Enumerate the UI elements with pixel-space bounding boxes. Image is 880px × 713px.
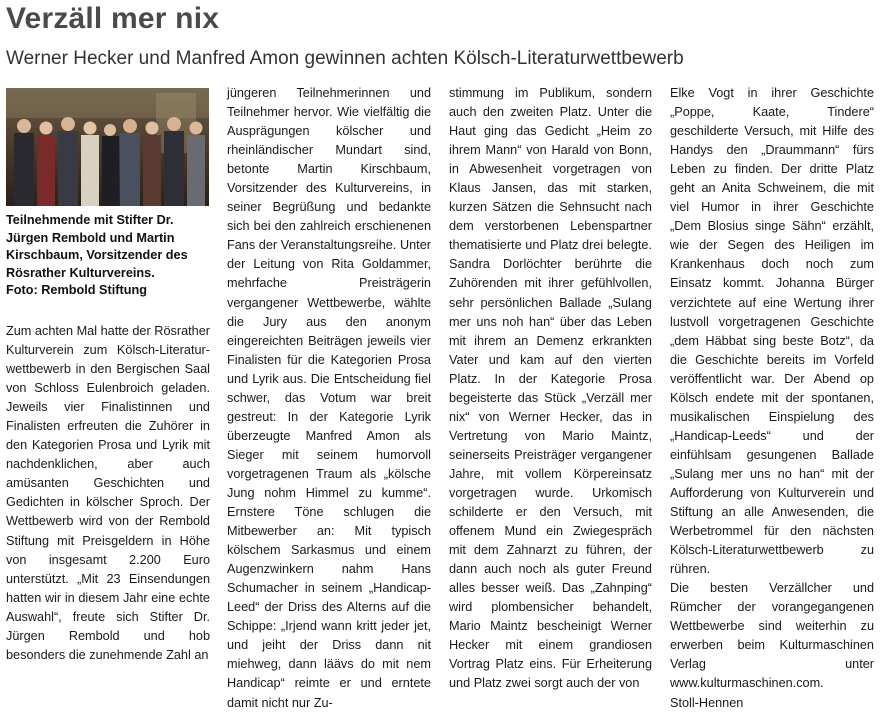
photo-caption: [6, 212, 210, 300]
article-author: Stoll-Hennen: [670, 695, 744, 710]
photo-credit: Foto: Rembold Stiftung: [6, 283, 147, 297]
article-paragraph: jüngeren Teilnehmerinnen und Teilnehmer hervor. Wie vielfältig die Ausprägungen kölscher und rheinländischer Mundart sind, betonte Martin Kirschbaum, Vorsitzender des Kulturvereins, in seiner Begrüßung und bedankte sich bei den zahlreich erschienenen Fans der Veranstaltungsreihe. Unter der Leitung von Rita Goldammer, mehrfache Preisträgerin vergangener Wettbewerbe, wählte die Jury aus den anonym eingereichten Beiträgen jeweils vier Finalisten für die Kategorien Prosa und Lyrik aus. Die Entscheidung fiel schwer, das Votum war breit gestreut: In der Kategorie Lyrik überzeugte Manfred Amon als Sieger mit seinem humorvoll vorgetragenen Traum als „kölsche Jung nohm Himmel zu kumme“. Ernstere Töne schlugen die Mitbewerber an: Mit typisch kölschem Sarkasmus und einem Augenzwinkern nahm Hans Schumacher in seinem „Handicap-Leed“ der Driss des Alterns auf die Schippe: „Irjend wann kritt jeder jet, und jeiht der Driss dann nit miehweg, dann läävs do mit nem Handicap“ reimte er und erntete damit nicht nur Zu-: [227, 86, 431, 710]
subheadline: Werner Hecker und Manfred Amon gewinnen achten Kölsch-Literaturwettbewerb: [6, 48, 684, 69]
article-paragraph: Elke Vogt in ihrer Geschichte „Poppe, Kaate, Tindere“ geschilderte Versuch, mit Hilfe des Handys den „Draummann“ fürs Leben zu finden. Der dritte Platz geht an Anita Schweinem, die mit viel Humor in ihrer Geschichte „Dem Blosius singe Sähn“ erzählt, wie der Segen des Heiligen im Krankenhaus doch noch zum Einsatz kommt. Johanna Bürger verzichtete auf eine Wertung ihrer lustvoll vorgetragenen Geschichte „dem Häbbat sing beste Botz“, da die Geschichte bereits im Vorfeld veröffentlicht war. Der Abend op Kölsch endete mit der spontanen, musikalischen Einspielung des „Handicap-Leeds“ und der einfühlsam gesungenen Ballade „Sulang mer uns no han“ mit der Aufforderung von Kulturverein und Stiftung an alle Anwesenden, die Werbetrommel für den nächsten Kölsch-Literaturwettbewerb zu rühren.: [670, 86, 874, 577]
article-column-4: [670, 84, 874, 713]
photo-caption-text: Teilnehmende mit Stifter Dr. Jürgen Rembold und Martin Kirschbaum, Vorsitzender des Rösrather Kulturvereins.: [6, 213, 188, 280]
article-column-3: [449, 84, 652, 694]
article-column-2: [227, 84, 431, 713]
headline: Verzäll mer nix: [6, 2, 220, 35]
article-paragraph: Die besten Verzällcher und Rümcher der vorangegangenen Wettbewerbe sind weiterhin zu erwerben beim Kulturmaschinen Verlag unter www.kulturmaschinen.com.: [670, 581, 874, 691]
article-paragraph: stimmung im Publikum, sondern auch den zweiten Platz. Unter die Haut ging das Gedicht „Heim zo ihrem Mann“ von Harald von Bonn, in Abwesenheit vorgetragen von Klaus Jansen, das mit starken, kurzen Sätzen die Sehnsucht nach dem verstorbenen Lebenspartner thematisierte und Platz drei belegte. Sandra Dorlöchter berührte die Zuhörenden mit ihrer gefühlvollen, sehr persönlichen Ballade „Sulang mer uns noh han“ über das Leben mit ihrem an Demenz erkrankten Vater und kam auf den vierten Platz. In der Kategorie Prosa begeisterte das Stück „Verzäll mer nix“ von Werner Hecker, das in Vertretung von Mario Maintz, seinerseits Preisträger vergangener Jahre, mit vollem Körpereinsatz vorgetragen wurde. Urkomisch schilderte er den Versuch, mit offenem Mund ein Zwiegespräch mit dem Zahnarzt zu führen, der dann auch noch als guter Freund alles besser weiß. Das „Zahnping“ wird plombensicher behandelt, Mario Maintz bescheinigt Werner Hecker mit einem grandiosen Vortrag Platz eins. Für Erheiterung und Platz zwei sorgt auch der von: [449, 86, 652, 691]
group-photo: [6, 88, 209, 206]
article-paragraph: Zum achten Mal hatte der Rösrather Kulturverein zum Kölsch-Literatur-wettbewerb in den Bergischen Saal von Schloss Eulenbroich geladen. Jeweils vier Finalistinnen und Finalisten erfreuten die Zuhörer in den Kategorien Prosa und Lyrik mit nachdenklichen, aber auch amüsanten Geschichten und Gedichten in kölscher Sproch. Der Wettbewerb wird von der Rembold Stiftung mit Preisgeldern in Höhe von insgesamt 2.200 Euro unterstützt. „Mit 23 Einsendungen hatten wir in diesem Jahr eine echte Auswahl“, freute sich Stifter Dr. Jürgen Rembold und hob besonders die zunehmende Zahl an: [6, 324, 210, 662]
article-column-1: [6, 322, 210, 665]
